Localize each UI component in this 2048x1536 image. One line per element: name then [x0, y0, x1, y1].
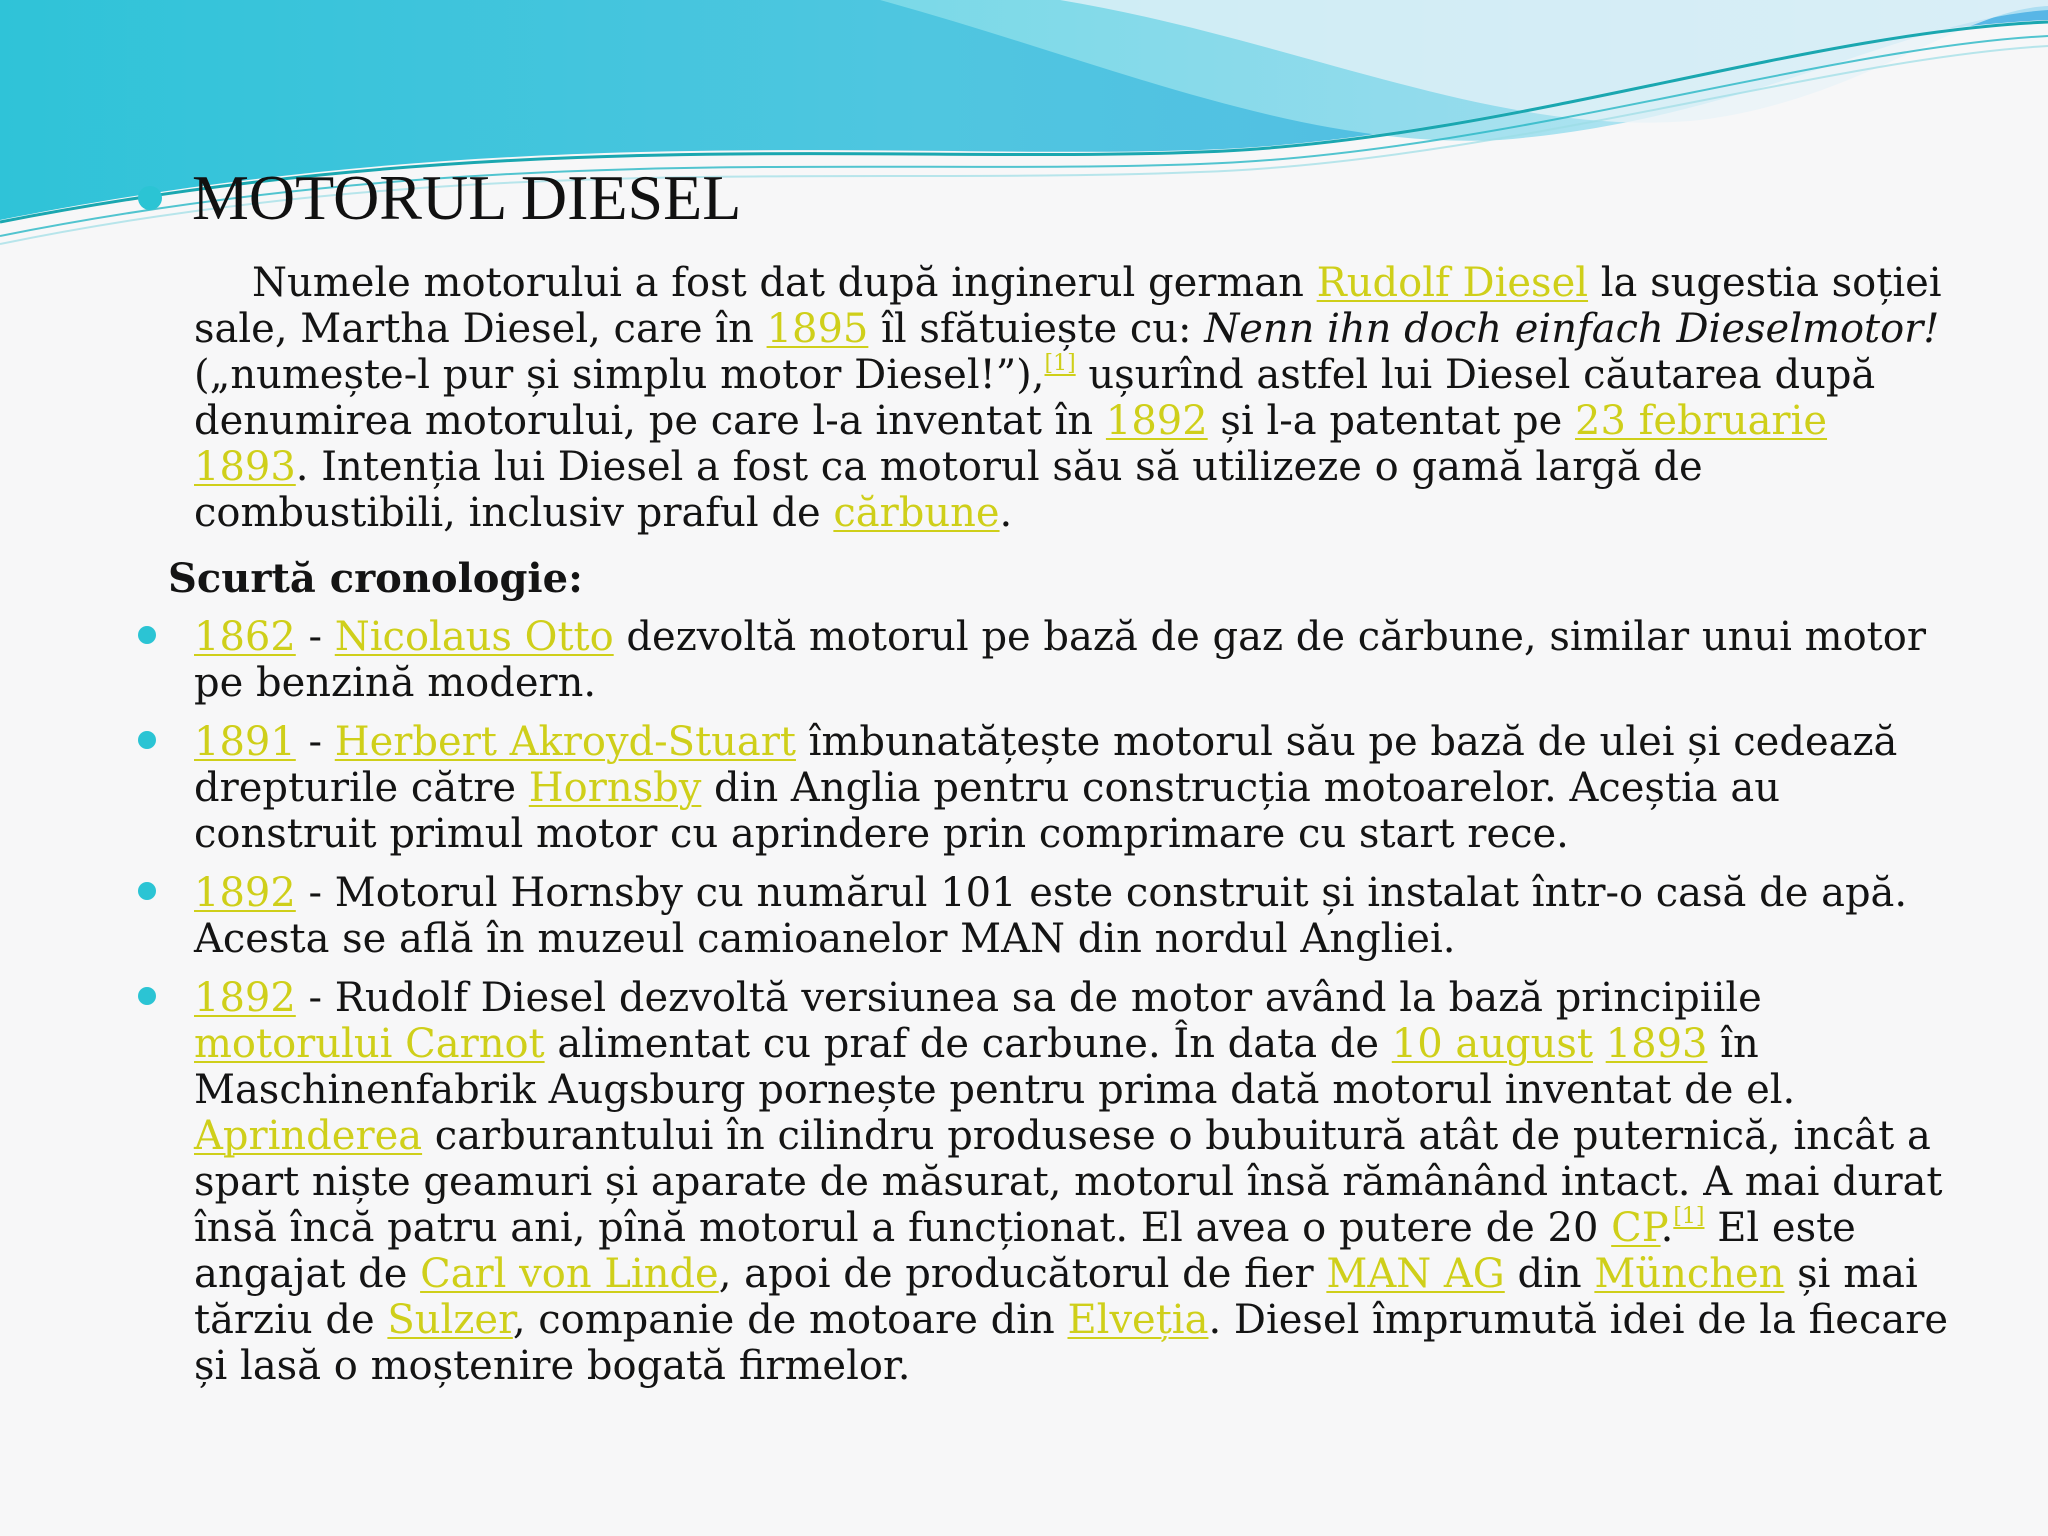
- intro-text: și l-a patentat pe: [1207, 398, 1575, 444]
- link-rudolf-diesel[interactable]: Rudolf Diesel: [1316, 260, 1589, 306]
- item-text: - Motorul Hornsby cu numărul 101 este construit și instalat într-o casă de apă. Acesta se află în muzeul camioanelor MAN din nordul Angliei.: [194, 870, 1908, 962]
- link-carl-von-linde[interactable]: Carl von Linde: [420, 1251, 719, 1297]
- bullet-dot-icon: [138, 987, 156, 1005]
- bullet-dot-icon: [138, 626, 156, 644]
- link-munchen[interactable]: München: [1594, 1251, 1785, 1297]
- link-1893[interactable]: 1893: [1605, 1021, 1708, 1067]
- link-nicolaus-otto[interactable]: Nicolaus Otto: [334, 614, 614, 660]
- link-hornsby[interactable]: Hornsby: [528, 765, 702, 811]
- link-1892[interactable]: 1892: [1105, 398, 1208, 444]
- intro-text: . Intenția lui Diesel a fost ca motorul său să utilizeze o gamă largă de combustibili, inclusiv praful de: [194, 444, 1703, 536]
- quote-german: Nenn ihn doch einfach Dieselmotor!: [1204, 306, 1940, 352]
- slide-title: MOTORUL DIESEL: [192, 162, 742, 233]
- link-man-ag[interactable]: MAN AG: [1326, 1251, 1505, 1297]
- link-1893[interactable]: 1893: [194, 444, 296, 490]
- link-cp[interactable]: CP: [1611, 1205, 1661, 1251]
- link-1862[interactable]: 1862: [194, 614, 296, 660]
- chronology-list: [194, 614, 1954, 1402]
- link-23-februarie[interactable]: 23 februarie: [1575, 398, 1828, 444]
- link-1892[interactable]: 1892: [194, 870, 296, 916]
- intro-text: Numele motorului a fost dat după inginerul german: [252, 260, 1317, 306]
- item-text: [1593, 1021, 1606, 1067]
- intro-text: („numește-l pur și simplu motor Diesel!”),: [194, 352, 1045, 398]
- item-text: -: [295, 614, 335, 660]
- link-motorului-carnot[interactable]: motorului Carnot: [194, 1021, 545, 1067]
- list-item: [194, 719, 1954, 857]
- link-sulzer[interactable]: Sulzer: [387, 1297, 513, 1343]
- item-text: . Diesel împrumută idei de la fiecare și lasă o moștenire bogată firmelor.: [194, 1297, 1948, 1389]
- item-text: -: [295, 719, 335, 765]
- bullet-dot-icon: [138, 882, 156, 900]
- item-text: .: [1660, 1205, 1674, 1251]
- list-item: [194, 870, 1954, 962]
- link-aprinderea[interactable]: Aprinderea: [194, 1113, 423, 1159]
- intro-text: ușurînd astfel lui Diesel căutarea după denumirea motorului, pe care l-a inventat în: [194, 352, 1876, 444]
- item-text: , apoi de producătorul de fier: [718, 1251, 1327, 1297]
- intro-paragraph: [194, 260, 1954, 536]
- reference-link[interactable]: [1]: [1673, 1203, 1705, 1229]
- link-herbert-akroyd-stuart[interactable]: Herbert Akroyd-Stuart: [334, 719, 796, 765]
- link-carbune[interactable]: cărbune: [833, 490, 1000, 536]
- link-1892[interactable]: 1892: [194, 975, 296, 1021]
- item-text: El este angajat de: [194, 1205, 1856, 1297]
- item-text: , companie de motoare din: [512, 1297, 1068, 1343]
- item-text: în Maschinenfabrik Augsburg pornește pentru prima dată motorul inventat de el.: [194, 1021, 1796, 1113]
- intro-text: îl sfătuiește cu:: [868, 306, 1205, 352]
- list-item: [194, 614, 1954, 706]
- item-text: din Anglia pentru construcția motoarelor. Aceștia au construit primul motor cu aprindere prin comprimare cu start rece.: [194, 765, 1780, 857]
- intro-text: .: [999, 490, 1013, 536]
- intro-text: la sugestia soției sale, Martha Diesel, care în: [194, 260, 1942, 352]
- item-text: din: [1504, 1251, 1595, 1297]
- bullet-dot-icon: [138, 186, 162, 210]
- item-text: îmbunatățește motorul său pe bază de ulei și cedează drepturile către: [194, 719, 1898, 811]
- link-elvetia[interactable]: Elveția: [1067, 1297, 1209, 1343]
- link-1891[interactable]: 1891: [194, 719, 296, 765]
- title-row: [138, 158, 741, 238]
- bullet-dot-icon: [138, 731, 156, 749]
- reference-link[interactable]: [1]: [1044, 350, 1076, 376]
- item-text: carburantului în cilindru produsese o bubuitură atât de puternică, incât a spart niște geamuri și aparate de măsurat, motorul însă rămânând intact. A mai durat însă încă patru ani, pînă motorul a funcționat. El avea o putere de 20: [194, 1113, 1943, 1251]
- item-text: și mai tărziu de: [194, 1251, 1918, 1343]
- section-heading: Scurtă cronologie:: [168, 555, 583, 602]
- item-text: alimentat cu praf de carbune. În data de: [544, 1021, 1392, 1067]
- link-10-august[interactable]: 10 august: [1391, 1021, 1593, 1067]
- item-text: dezvoltă motorul pe bază de gaz de cărbune, similar unui motor pe benzină modern.: [194, 614, 1926, 706]
- link-1895[interactable]: 1895: [766, 306, 869, 352]
- item-text: - Rudolf Diesel dezvoltă versiunea sa de motor având la bază principiile: [295, 975, 1762, 1021]
- list-item: [194, 975, 1954, 1389]
